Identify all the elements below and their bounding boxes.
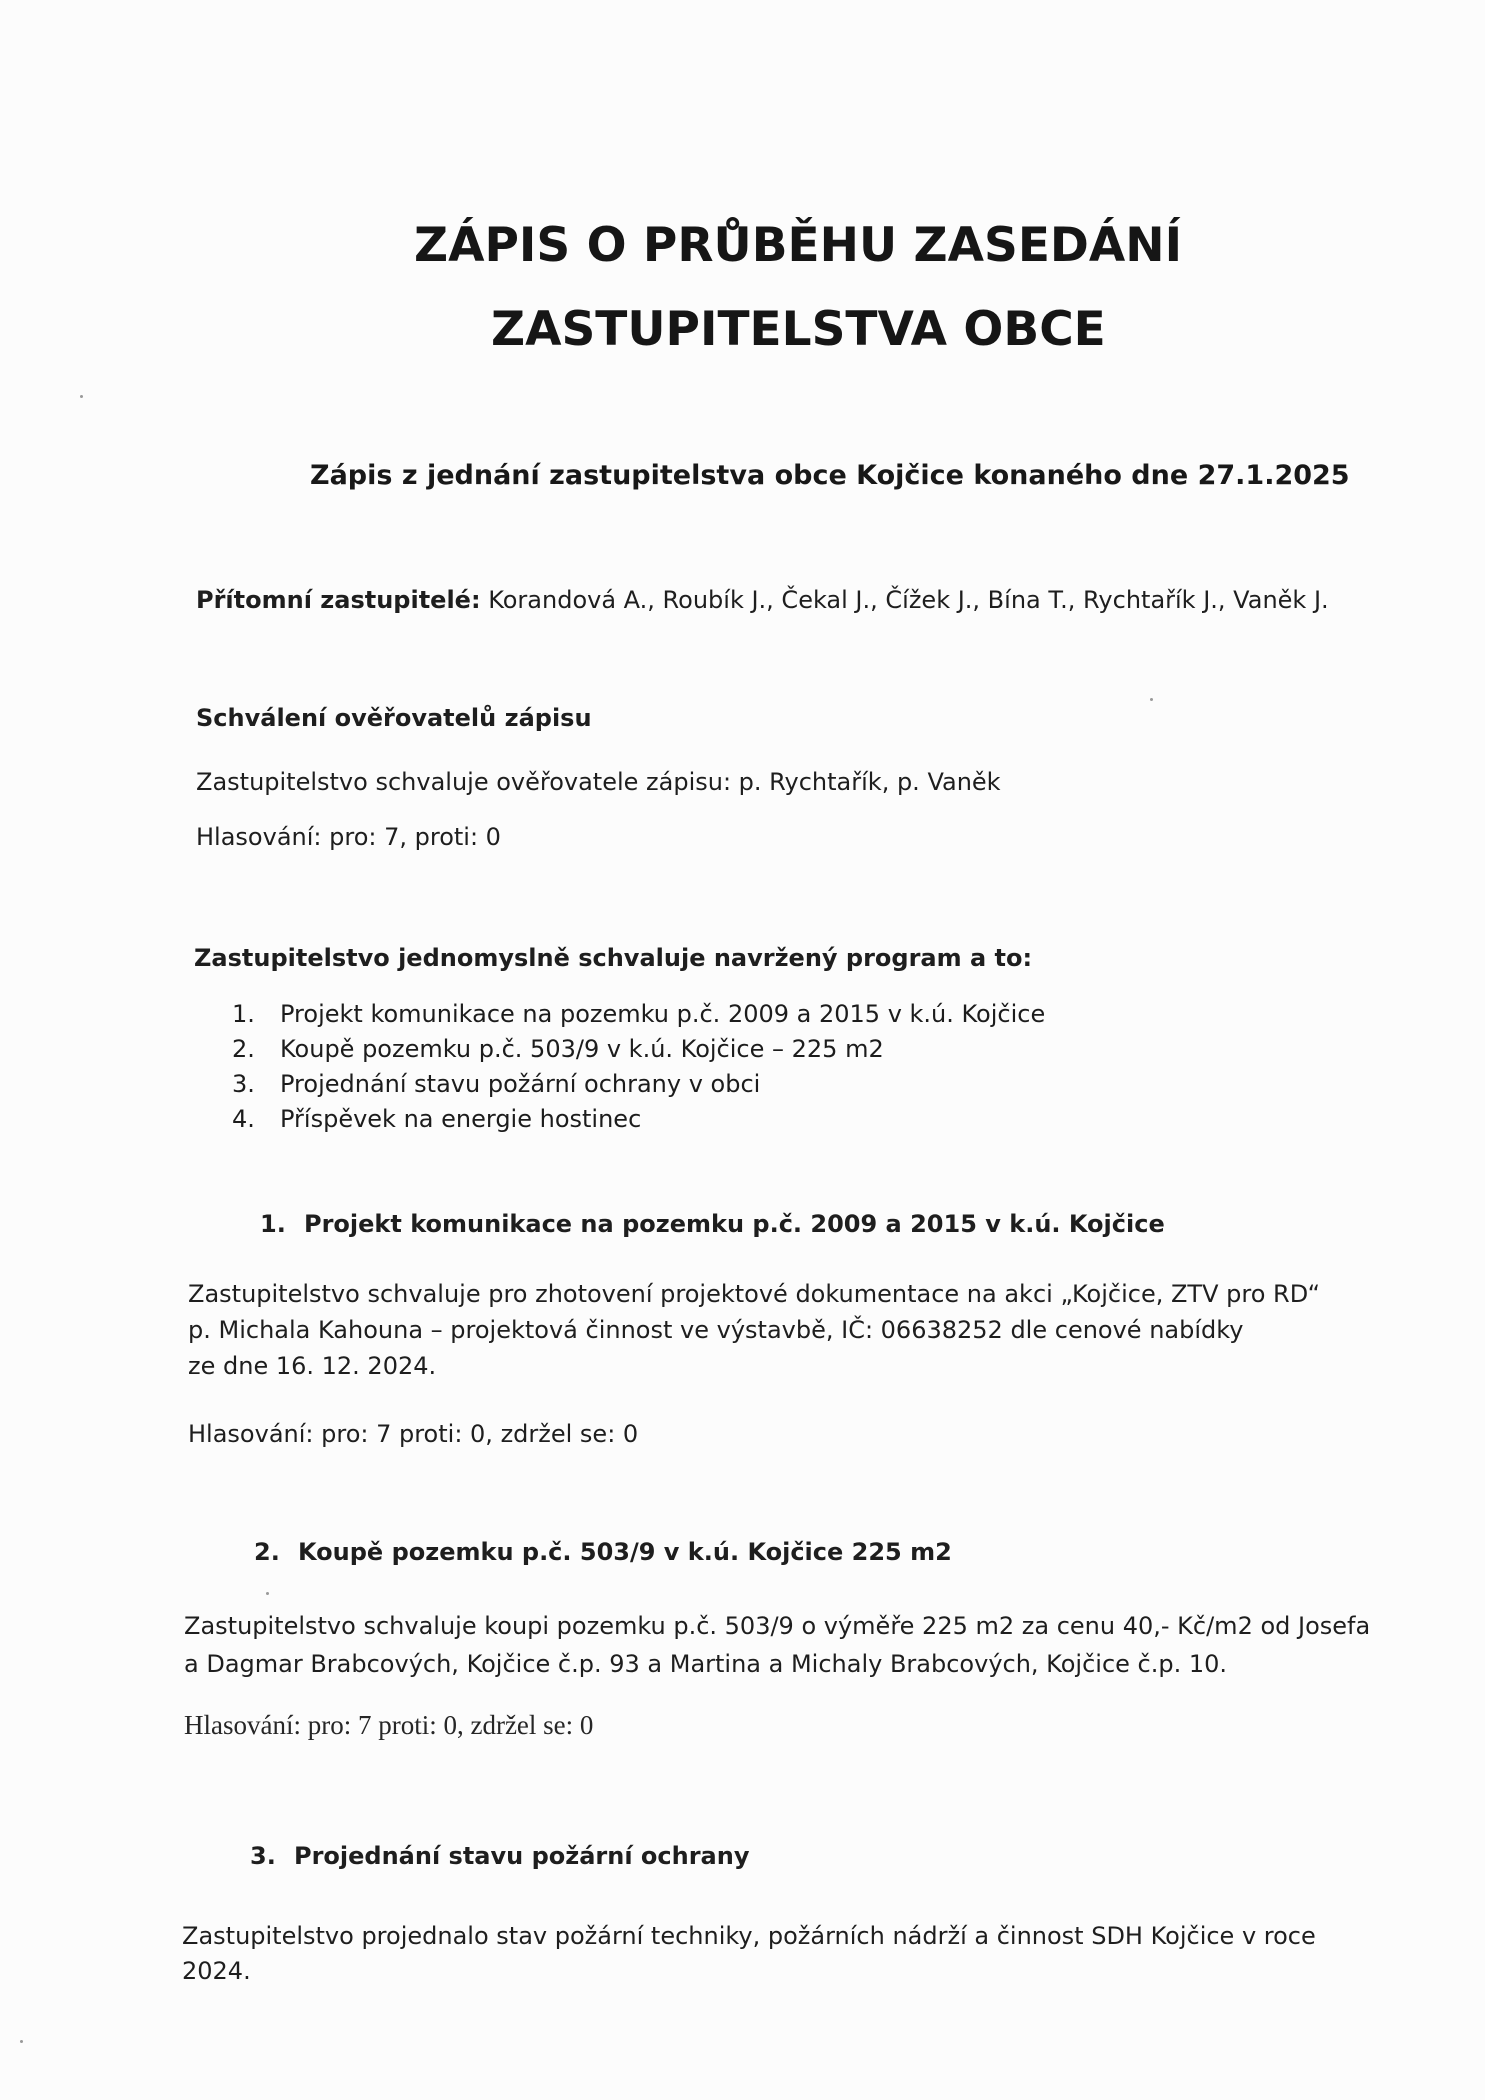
scan-speck [20,2040,23,2043]
section1-vote: Hlasování: pro: 7 proti: 0, zdržel se: 0 [188,1420,639,1448]
verifiers-heading: Schválení ověřovatelů zápisu [196,704,592,732]
list-item [232,1105,1045,1140]
scan-speck [266,1592,269,1595]
list-item-number: 2. [232,1035,255,1063]
section3-number: 3. [250,1842,276,1870]
scan-speck [1150,698,1153,701]
verifiers-text: Zastupitelstvo schvaluje ověřovatele zápisu: p. Rychtařík, p. Vaněk [196,768,1001,796]
document-title-line2: ZASTUPITELSTVA OBCE [491,302,1106,357]
section2-vote: Hlasování: pro: 7 proti: 0, zdržel se: 0 [184,1710,594,1740]
verifiers-vote: Hlasování: pro: 7, proti: 0 [196,823,501,851]
document-title-line1: ZÁPIS O PRŮBĚHU ZASEDÁNÍ [414,218,1183,273]
program-heading: Zastupitelstvo jednomyslně schvaluje navržený program a to: [194,944,1033,972]
list-item [232,1035,1045,1070]
section2-number: 2. [254,1538,280,1566]
list-item [232,1000,1045,1035]
scan-speck [80,395,83,398]
section3-title: Projednání stavu požární ochrany [294,1842,750,1870]
section3-line2: 2024. [182,1957,251,1985]
list-item-number: 3. [232,1070,255,1098]
section3-heading [250,1842,749,1870]
section1-heading [260,1210,1165,1238]
section3-line1: Zastupitelstvo projednalo stav požární techniky, požárních nádrží a činnost SDH Kojčice v roce [182,1922,1316,1950]
attendees-line [196,586,1329,614]
section1-line1: Zastupitelstvo schvaluje pro zhotovení projektové dokumentace na akci „Kojčice, ZTV pro RD“ [188,1280,1321,1308]
section1-line2: p. Michala Kahouna – projektová činnost ve výstavbě, IČ: 06638252 dle cenové nabídky [188,1316,1244,1344]
section1-number: 1. [260,1210,286,1238]
section1-line3: ze dne 16. 12. 2024. [188,1352,437,1380]
list-item-number: 1. [232,1000,255,1028]
section1-title: Projekt komunikace na pozemku p.č. 2009 a 2015 v k.ú. Kojčice [304,1210,1165,1238]
program-list [232,1000,1045,1140]
list-item-number: 4. [232,1105,255,1133]
section2-heading [254,1538,952,1566]
list-item-text: Projednání stavu požární ochrany v obci [280,1070,761,1098]
section2-line1: Zastupitelstvo schvaluje koupi pozemku p.č. 503/9 o výměře 225 m2 za cenu 40,- Kč/m2 od Josefa [184,1612,1371,1640]
meeting-subtitle: Zápis z jednání zastupitelstva obce Kojčice konaného dne 27.1.2025 [310,460,1350,491]
list-item-text: Projekt komunikace na pozemku p.č. 2009 a 2015 v k.ú. Kojčice [280,1000,1046,1028]
list-item [232,1070,1045,1105]
attendees-label: Přítomní zastupitelé: [196,586,481,614]
attendees-value: Korandová A., Roubík J., Čekal J., Čížek J., Bína T., Rychtařík J., Vaněk J. [480,586,1329,614]
list-item-text: Koupě pozemku p.č. 503/9 v k.ú. Kojčice – 225 m2 [280,1035,884,1063]
section2-line2: a Dagmar Brabcových, Kojčice č.p. 93 a Martina a Michaly Brabcových, Kojčice č.p. 10. [184,1650,1228,1678]
list-item-text: Příspěvek na energie hostinec [280,1105,642,1133]
section2-title: Koupě pozemku p.č. 503/9 v k.ú. Kojčice 225 m2 [298,1538,952,1566]
